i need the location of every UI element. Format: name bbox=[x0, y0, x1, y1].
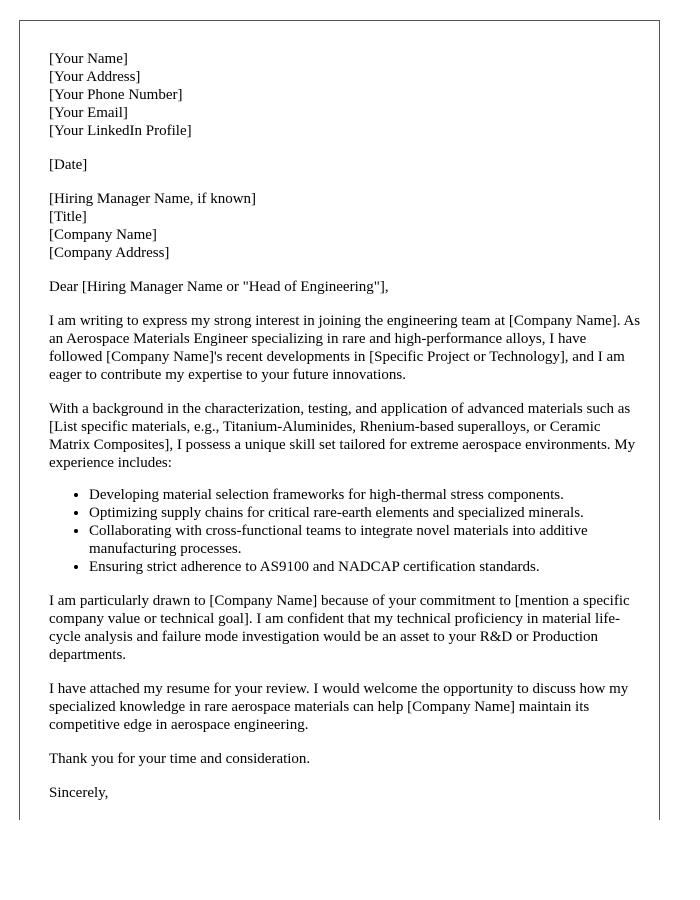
sender-linkedin: [Your LinkedIn Profile] bbox=[49, 123, 192, 139]
letter-content bbox=[49, 50, 641, 818]
list-item: • Collaborating with cross-functional teams to integrate novel materials into additive manufacturing processes. bbox=[89, 522, 641, 558]
list-item: • Developing material selection frameworks for high-thermal stress components. bbox=[89, 486, 641, 504]
letter-date: [Date] bbox=[49, 157, 88, 173]
sender-block bbox=[49, 50, 641, 140]
recipient-name: [Hiring Manager Name, if known] bbox=[49, 191, 257, 207]
background-paragraph: With a background in the characterization, testing, and application of advanced materials such as [List specific materials, e.g., Titanium-Aluminides, Rhenium-based superalloys, or Ceramic Matrix Composites], I possess a unique skill set tailored for extreme aerospace environments. My experience includes: bbox=[49, 401, 636, 471]
sender-phone: [Your Phone Number] bbox=[49, 87, 183, 103]
sender-name: [Your Name] bbox=[49, 51, 128, 67]
thanks-paragraph: Thank you for your time and consideration. bbox=[49, 751, 311, 767]
date-block bbox=[49, 156, 641, 174]
sender-address: [Your Address] bbox=[49, 69, 141, 85]
letter-page bbox=[19, 20, 660, 820]
salutation: Dear [Hiring Manager Name or "Head of Engineering"], bbox=[49, 279, 389, 295]
experience-list bbox=[49, 486, 641, 576]
recipient-company: [Company Name] bbox=[49, 227, 157, 243]
recipient-title: [Title] bbox=[49, 209, 87, 225]
closing-paragraph: I have attached my resume for your review. I would welcome the opportunity to discuss how my specialized knowledge in rare aerospace materials can help [Company Name] maintain its competitive edge in aerospace engineering. bbox=[49, 681, 629, 733]
recipient-address: [Company Address] bbox=[49, 245, 170, 261]
signoff: Sincerely, bbox=[49, 785, 109, 801]
list-item: • Ensuring strict adherence to AS9100 and NADCAP certification standards. bbox=[89, 558, 641, 576]
sender-email: [Your Email] bbox=[49, 105, 128, 121]
list-item: • Optimizing supply chains for critical rare-earth elements and specialized minerals. bbox=[89, 504, 641, 522]
recipient-block bbox=[49, 190, 641, 262]
intro-paragraph: I am writing to express my strong interest in joining the engineering team at [Company Name]. As an Aerospace Materials Engineer specializing in rare and high-performance alloys, I have followed [Company Name]'s recent developments in [Specific Project or Technology], and I am eager to contribute my expertise to your future innovations. bbox=[49, 313, 641, 383]
interest-paragraph: I am particularly drawn to [Company Name] because of your commitment to [mention a specific company value or technical goal]. I am confident that my technical proficiency in material life-cycle analysis and failure mode investigation would be an asset to your R&D or Production departments. bbox=[49, 593, 630, 663]
